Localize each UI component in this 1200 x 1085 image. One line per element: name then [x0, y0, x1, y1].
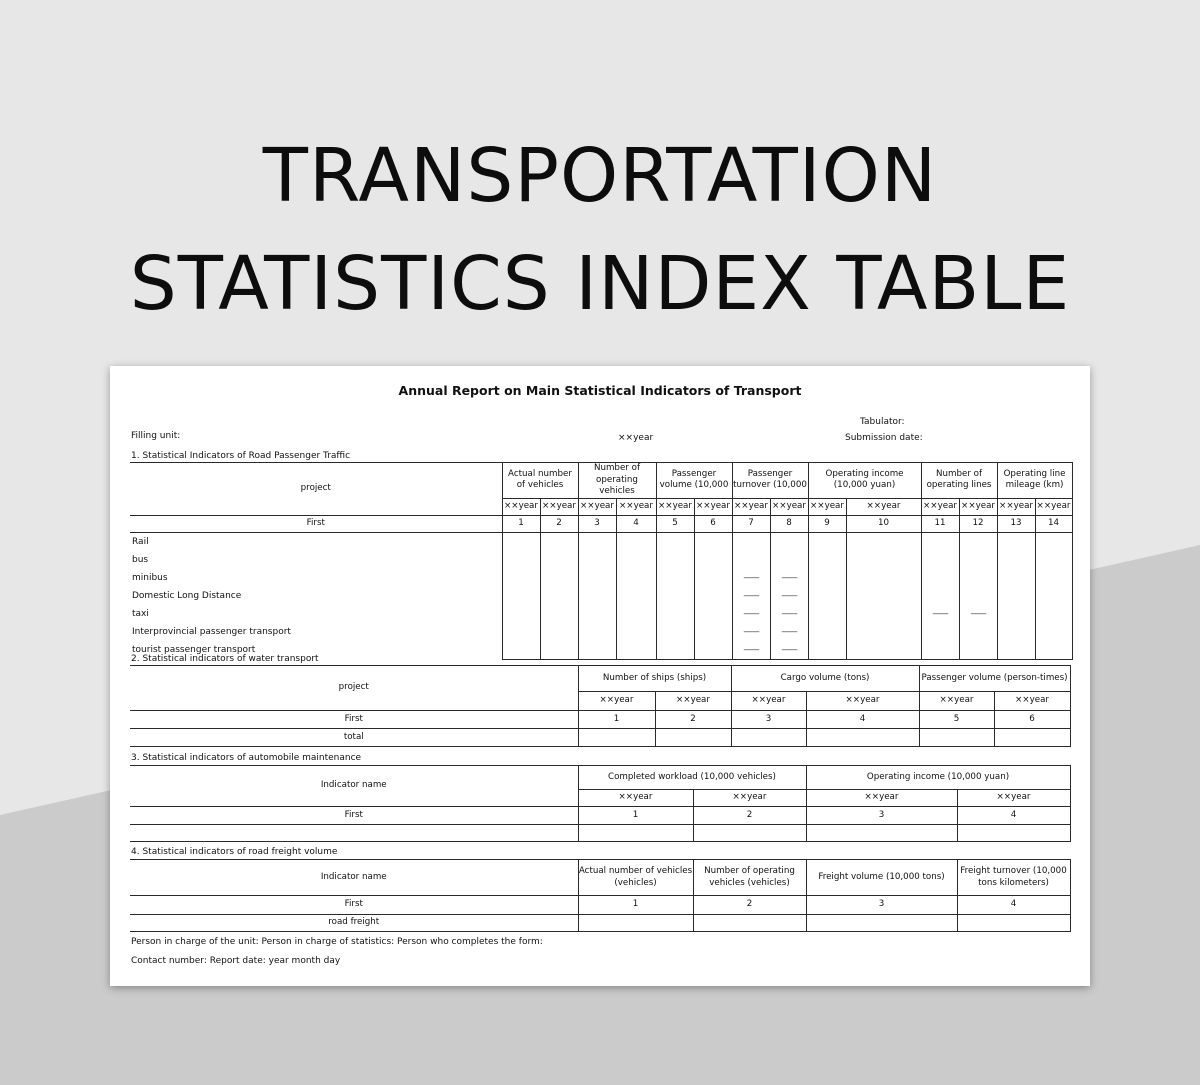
road-group-header: Passenger turnover (10,000	[732, 463, 808, 499]
dash-mark: ——	[743, 644, 759, 655]
column-number: 8	[770, 515, 808, 532]
water-project-header: project	[130, 666, 578, 711]
dash-mark: ——	[781, 608, 797, 619]
submission-date-label: Submission date:	[845, 433, 923, 443]
column-number: 10	[846, 515, 921, 532]
data-cell[interactable]	[997, 532, 1035, 659]
column-number: 2	[693, 896, 806, 915]
data-cell[interactable]	[578, 825, 693, 842]
footer-contact: Contact number: Report date: year month day	[131, 956, 341, 966]
year-cell: ××year	[994, 692, 1070, 711]
freight-indicator-header: Indicator name	[130, 860, 578, 896]
freight-column-header: Freight turnover (10,000 tons kilometers)	[957, 860, 1070, 896]
data-cell[interactable]	[616, 532, 656, 659]
water-group-header: Passenger volume (person-times)	[919, 666, 1070, 692]
data-cell[interactable]	[502, 532, 540, 659]
data-cell[interactable]	[957, 825, 1070, 842]
column-number: 9	[808, 515, 846, 532]
page-title	[0, 122, 1200, 338]
column-number: 12	[959, 515, 997, 532]
road-freight-table	[130, 859, 1071, 932]
data-cell[interactable]	[806, 915, 957, 932]
water-transport-table	[130, 665, 1071, 747]
column-number: 11	[921, 515, 959, 532]
column-number: 3	[806, 807, 957, 825]
dash-mark: ——	[743, 626, 759, 637]
data-cell[interactable]	[806, 729, 919, 747]
year-cell: ××year	[731, 692, 806, 711]
road-row-label: Domestic Long Distance	[132, 590, 242, 601]
road-project-header: project	[130, 463, 502, 516]
column-number: 3	[731, 711, 806, 729]
dash-mark: ——	[781, 572, 797, 583]
column-number: 2	[540, 515, 578, 532]
water-total-label: total	[130, 729, 578, 747]
section-freight-label: 4. Statistical indicators of road freight volume	[131, 847, 338, 857]
year-cell: ××year	[502, 498, 540, 515]
year-cell: ××year	[770, 498, 808, 515]
dash-mark: ——	[743, 608, 759, 619]
freight-first-label: First	[130, 896, 578, 915]
road-row-label: taxi	[132, 608, 149, 619]
data-cell[interactable]	[921, 532, 959, 659]
road-group-header: Operating line mileage (km)	[997, 463, 1072, 499]
freight-column-header: Freight volume (10,000 tons)	[806, 860, 957, 896]
page-title-line-1: TRANSPORTATION	[262, 133, 938, 219]
year-cell: ××year	[957, 790, 1070, 807]
data-cell[interactable]	[806, 825, 957, 842]
data-cell[interactable]	[957, 915, 1070, 932]
section-maintenance-label: 3. Statistical indicators of automobile maintenance	[131, 753, 362, 763]
year-cell: ××year	[806, 692, 919, 711]
road-row-label: Interprovincial passenger transport	[132, 626, 291, 637]
maintenance-table	[130, 765, 1071, 842]
data-cell[interactable]	[694, 532, 732, 659]
data-cell[interactable]	[808, 532, 846, 659]
column-number: 4	[616, 515, 656, 532]
column-number: 1	[502, 515, 540, 532]
maintenance-indicator-header: Indicator name	[130, 766, 578, 807]
road-first-label: First	[130, 515, 502, 532]
dash-mark: ——	[970, 608, 986, 619]
data-cell[interactable]	[578, 532, 616, 659]
maintenance-first-label: First	[130, 807, 578, 825]
road-group-header: Number of operating vehicles	[578, 463, 656, 499]
column-number: 13	[997, 515, 1035, 532]
year-cell: ××year	[616, 498, 656, 515]
dash-mark: ——	[743, 572, 759, 583]
maintenance-group-header: Completed workload (10,000 vehicles)	[578, 766, 806, 790]
report-title: Annual Report on Main Statistical Indicators of Transport	[398, 383, 802, 398]
year-cell: ××year	[921, 498, 959, 515]
road-passenger-table	[130, 462, 1073, 660]
freight-road-label: road freight	[130, 915, 578, 932]
column-number: 1	[578, 711, 655, 729]
column-number: 2	[655, 711, 731, 729]
column-number: 5	[919, 711, 994, 729]
page-title-line-2: STATISTICS INDEX TABLE	[129, 241, 1071, 327]
data-cell[interactable]	[578, 915, 693, 932]
road-row-label: bus	[132, 554, 149, 565]
data-cell[interactable]	[994, 729, 1070, 747]
water-group-header: Cargo volume (tons)	[731, 666, 919, 692]
year-cell: ××year	[578, 790, 693, 807]
road-row-label: minibus	[132, 572, 168, 583]
dash-mark: ——	[932, 608, 948, 619]
column-number: 1	[578, 896, 693, 915]
data-cell[interactable]	[919, 729, 994, 747]
year-cell: ××year	[694, 498, 732, 515]
year-cell: ××year	[846, 498, 921, 515]
road-group-header: Operating income (10,000 yuan)	[808, 463, 921, 499]
year-cell: ××year	[997, 498, 1035, 515]
road-row-labels	[130, 532, 502, 659]
year-cell: ××year	[959, 498, 997, 515]
year-cell: ××year	[693, 790, 806, 807]
year-cell: ××year	[656, 498, 694, 515]
road-group-header: Passenger volume (10,000	[656, 463, 732, 499]
column-number: 7	[732, 515, 770, 532]
column-number: 5	[656, 515, 694, 532]
column-number: 4	[806, 711, 919, 729]
freight-column-header: Actual number of vehicles (vehicles)	[578, 860, 693, 896]
data-cell[interactable]	[656, 532, 694, 659]
road-row-label: Rail	[132, 536, 149, 547]
data-cell[interactable]	[578, 729, 655, 747]
data-cell[interactable]	[693, 825, 806, 842]
road-group-header: Actual number of vehicles	[502, 463, 578, 499]
dash-mark: ——	[743, 590, 759, 601]
data-cell[interactable]	[655, 729, 731, 747]
year-cell: ××year	[919, 692, 994, 711]
data-cell[interactable]	[1035, 532, 1072, 659]
column-number: 3	[578, 515, 616, 532]
filling-unit-label: Filling unit:	[131, 431, 181, 441]
data-cell[interactable]	[540, 532, 578, 659]
year-cell: ××year	[806, 790, 957, 807]
tabulator-label: Tabulator:	[860, 417, 905, 427]
column-number: 14	[1035, 515, 1072, 532]
data-cell[interactable]	[731, 729, 806, 747]
column-number: 4	[957, 896, 1070, 915]
column-number: 6	[694, 515, 732, 532]
report-sheet	[110, 366, 1090, 986]
column-number: 4	[957, 807, 1070, 825]
data-cell[interactable]	[693, 915, 806, 932]
dash-mark: ——	[781, 644, 797, 655]
data-cell[interactable]	[959, 532, 997, 659]
column-number: 1	[578, 807, 693, 825]
section-water-label: 2. Statistical indicators of water transport	[131, 654, 319, 664]
footer-persons: Person in charge of the unit: Person in charge of statistics: Person who completes the form:	[131, 937, 543, 947]
report-year: ××year	[618, 433, 654, 443]
year-cell: ××year	[540, 498, 578, 515]
column-number: 6	[994, 711, 1070, 729]
maintenance-group-header: Operating income (10,000 yuan)	[806, 766, 1070, 790]
dash-mark: ——	[781, 626, 797, 637]
column-number: 2	[693, 807, 806, 825]
column-number: 3	[806, 896, 957, 915]
year-cell: ××year	[655, 692, 731, 711]
maintenance-empty-label	[130, 825, 578, 842]
year-cell: ××year	[578, 692, 655, 711]
road-row-label: tourist passenger transport	[132, 644, 256, 655]
dash-mark: ——	[781, 590, 797, 601]
data-cell[interactable]	[770, 532, 808, 659]
data-cell[interactable]	[732, 532, 770, 659]
water-first-label: First	[130, 711, 578, 729]
year-cell: ××year	[732, 498, 770, 515]
road-group-header: Number of operating lines	[921, 463, 997, 499]
water-group-header: Number of ships (ships)	[578, 666, 731, 692]
year-cell: ××year	[808, 498, 846, 515]
freight-column-header: Number of operating vehicles (vehicles)	[693, 860, 806, 896]
year-cell: ××year	[1035, 498, 1072, 515]
data-cell[interactable]	[846, 532, 921, 659]
year-cell: ××year	[578, 498, 616, 515]
section-road-label: 1. Statistical Indicators of Road Passenger Traffic	[131, 451, 351, 461]
